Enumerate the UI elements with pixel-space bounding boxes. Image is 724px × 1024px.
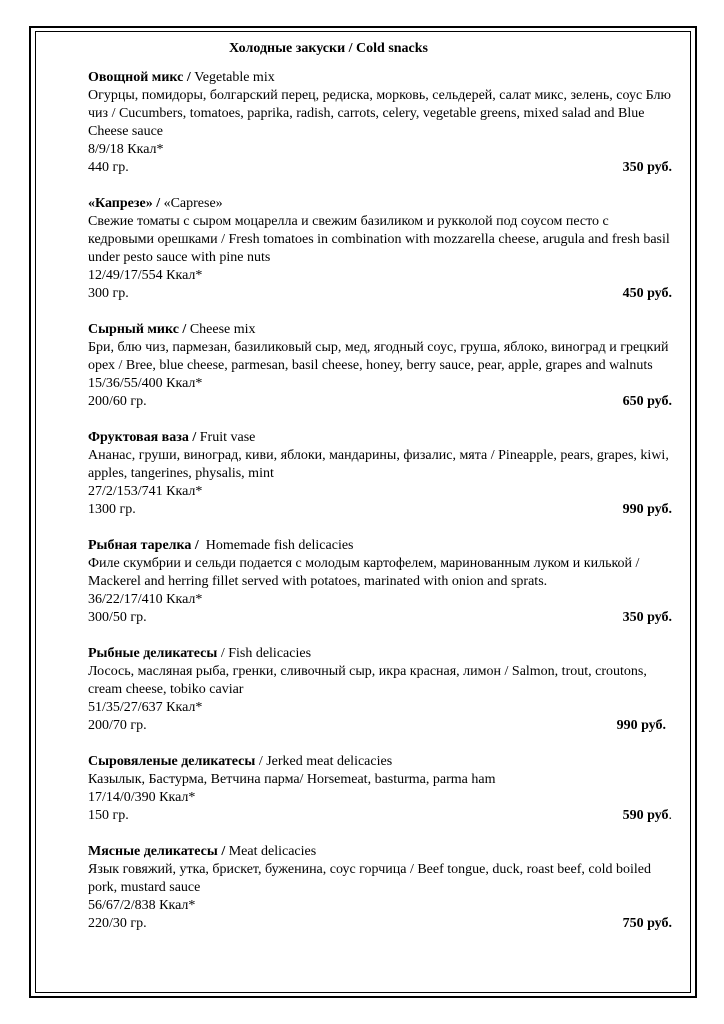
item-title [88, 429, 672, 447]
item-title [88, 753, 672, 771]
item-weight: 220/30 гр. [88, 916, 147, 931]
item-nutrition: 17/14/0/390 Ккал* [88, 790, 196, 805]
item-description: Язык говяжий, утка, брискет, буженина, соус горчица / Beef tongue, duck, roast beef, cold boiled pork, mustard sauce [88, 862, 651, 895]
item-title [88, 843, 672, 861]
item-price-suffix: . [668, 808, 672, 823]
item-title [88, 537, 672, 555]
item-weight: 150 гр. [88, 808, 129, 823]
item-description: Свежие томаты с сыром моцарелла и свежим базиликом и рукколой под соусом песто с кедровыми орешками / Fresh tomatoes in combination with mozzarella cheese, arugula and fresh basil under pesto sauce with pine nuts [88, 214, 670, 265]
item-weight: 440 гр. [88, 160, 129, 175]
menu-item-cheese-mix [88, 321, 672, 411]
item-price: 450 руб. [622, 286, 672, 301]
item-weight: 300/50 гр. [88, 610, 147, 625]
item-weight-price-row [88, 609, 672, 627]
item-weight-price-row [88, 285, 672, 303]
item-nutrition: 8/9/18 Ккал* [88, 142, 164, 157]
item-title-ru: Фруктовая ваза / [88, 430, 197, 445]
item-price [623, 807, 672, 825]
item-title-ru: Рыбные деликатесы [88, 646, 218, 661]
menu-item-jerked-meat [88, 753, 672, 825]
item-weight: 300 гр. [88, 286, 129, 301]
item-nutrition: 27/2/153/741 Ккал* [88, 484, 203, 499]
item-price-value: 590 руб [622, 808, 669, 823]
item-title-en: Fruit vase [199, 430, 256, 445]
item-weight-price-row [88, 501, 672, 519]
menu-item-fruit-vase [88, 429, 672, 519]
item-price: 350 руб. [622, 610, 672, 625]
item-price: 650 руб. [622, 394, 672, 409]
item-title-ru: «Капрезе» / [88, 196, 161, 211]
item-title [88, 195, 672, 213]
item-weight: 200/60 гр. [88, 394, 147, 409]
item-title-en: Cheese mix [189, 322, 256, 337]
item-description: Огурцы, помидоры, болгарский перец, редиска, морковь, сельдерей, салат микс, зелень, соус Блю чиз / Cucumbers, tomatoes, paprika, radish, carrots, celery, vegetable greens, mixed salad and Blue Cheese sauce [88, 88, 671, 139]
item-description: Казылык, Бастурма, Ветчина парма/ Horsemeat, basturma, parma ham [88, 772, 496, 787]
item-weight: 200/70 гр. [88, 718, 147, 733]
item-title-en: «Caprese» [163, 196, 223, 211]
item-title-ru: Овощной микс / [88, 70, 191, 85]
menu-item-caprese [88, 195, 672, 303]
item-title-en: Homemade fish delicacies [205, 538, 354, 553]
item-description: Филе скумбрии и сельди подается с молодым картофелем, маринованным луком и килькой / Mackerel and herring fillet served with potatoes, marinated with onion and sprats. [88, 556, 640, 589]
item-nutrition: 12/49/17/554 Ккал* [88, 268, 203, 283]
item-description: Бри, блю чиз, пармезан, базиликовый сыр, мед, ягодный соус, груша, яблоко, виноград и грецкий орех / Bree, blue cheese, parmesan, basil cheese, honey, berry sauce, pear, apple, grapes and walnuts [88, 340, 669, 373]
item-nutrition: 36/22/17/410 Ккал* [88, 592, 203, 607]
item-title-ru: Мясные деликатесы / [88, 844, 226, 859]
item-weight-price-row [88, 393, 672, 411]
item-title-ru: Сыровяленые деликатесы [88, 754, 256, 769]
item-price: 990 руб. [616, 718, 666, 733]
item-nutrition: 15/36/55/400 Ккал* [88, 376, 203, 391]
item-description: Ананас, груши, виноград, киви, яблоки, мандарины, физалис, мята / Pineapple, pears, grapes, kiwi, apples, tangerines, physalis, mint [88, 448, 669, 481]
item-title [88, 645, 672, 663]
item-price: 750 руб. [622, 916, 672, 931]
item-title-ru: Рыбная тарелка / [88, 538, 199, 553]
item-weight-price-row [88, 159, 672, 177]
item-title-en: Vegetable mix [194, 70, 275, 85]
item-price: 350 руб. [622, 160, 672, 175]
menu-item-fish-plate [88, 537, 672, 627]
item-weight-price-row [88, 915, 672, 933]
menu-item-vegetable-mix [88, 69, 672, 177]
item-description: Лосось, масляная рыба, гренки, сливочный сыр, икра красная, лимон / Salmon, trout, croutons, cream cheese, tobiko caviar [88, 664, 647, 697]
section-heading: Холодные закуски / Cold snacks [229, 41, 429, 56]
menu-page [88, 40, 672, 951]
item-price: 990 руб. [622, 502, 672, 517]
item-weight-price-row [88, 717, 672, 735]
item-title [88, 69, 672, 87]
menu-item-meat-delicacies [88, 843, 672, 933]
menu-item-fish-delicacies [88, 645, 672, 735]
item-weight: 1300 гр. [88, 502, 136, 517]
item-title-en: Meat delicacies [228, 844, 317, 859]
item-weight-price-row [88, 807, 672, 825]
item-nutrition: 51/35/27/637 Ккал* [88, 700, 203, 715]
item-title-ru: Сырный микс / [88, 322, 187, 337]
item-title-en: / Fish delicacies [220, 646, 312, 661]
item-title [88, 321, 672, 339]
item-nutrition: 56/67/2/838 Ккал* [88, 898, 196, 913]
item-title-en: / Jerked meat delicacies [258, 754, 393, 769]
